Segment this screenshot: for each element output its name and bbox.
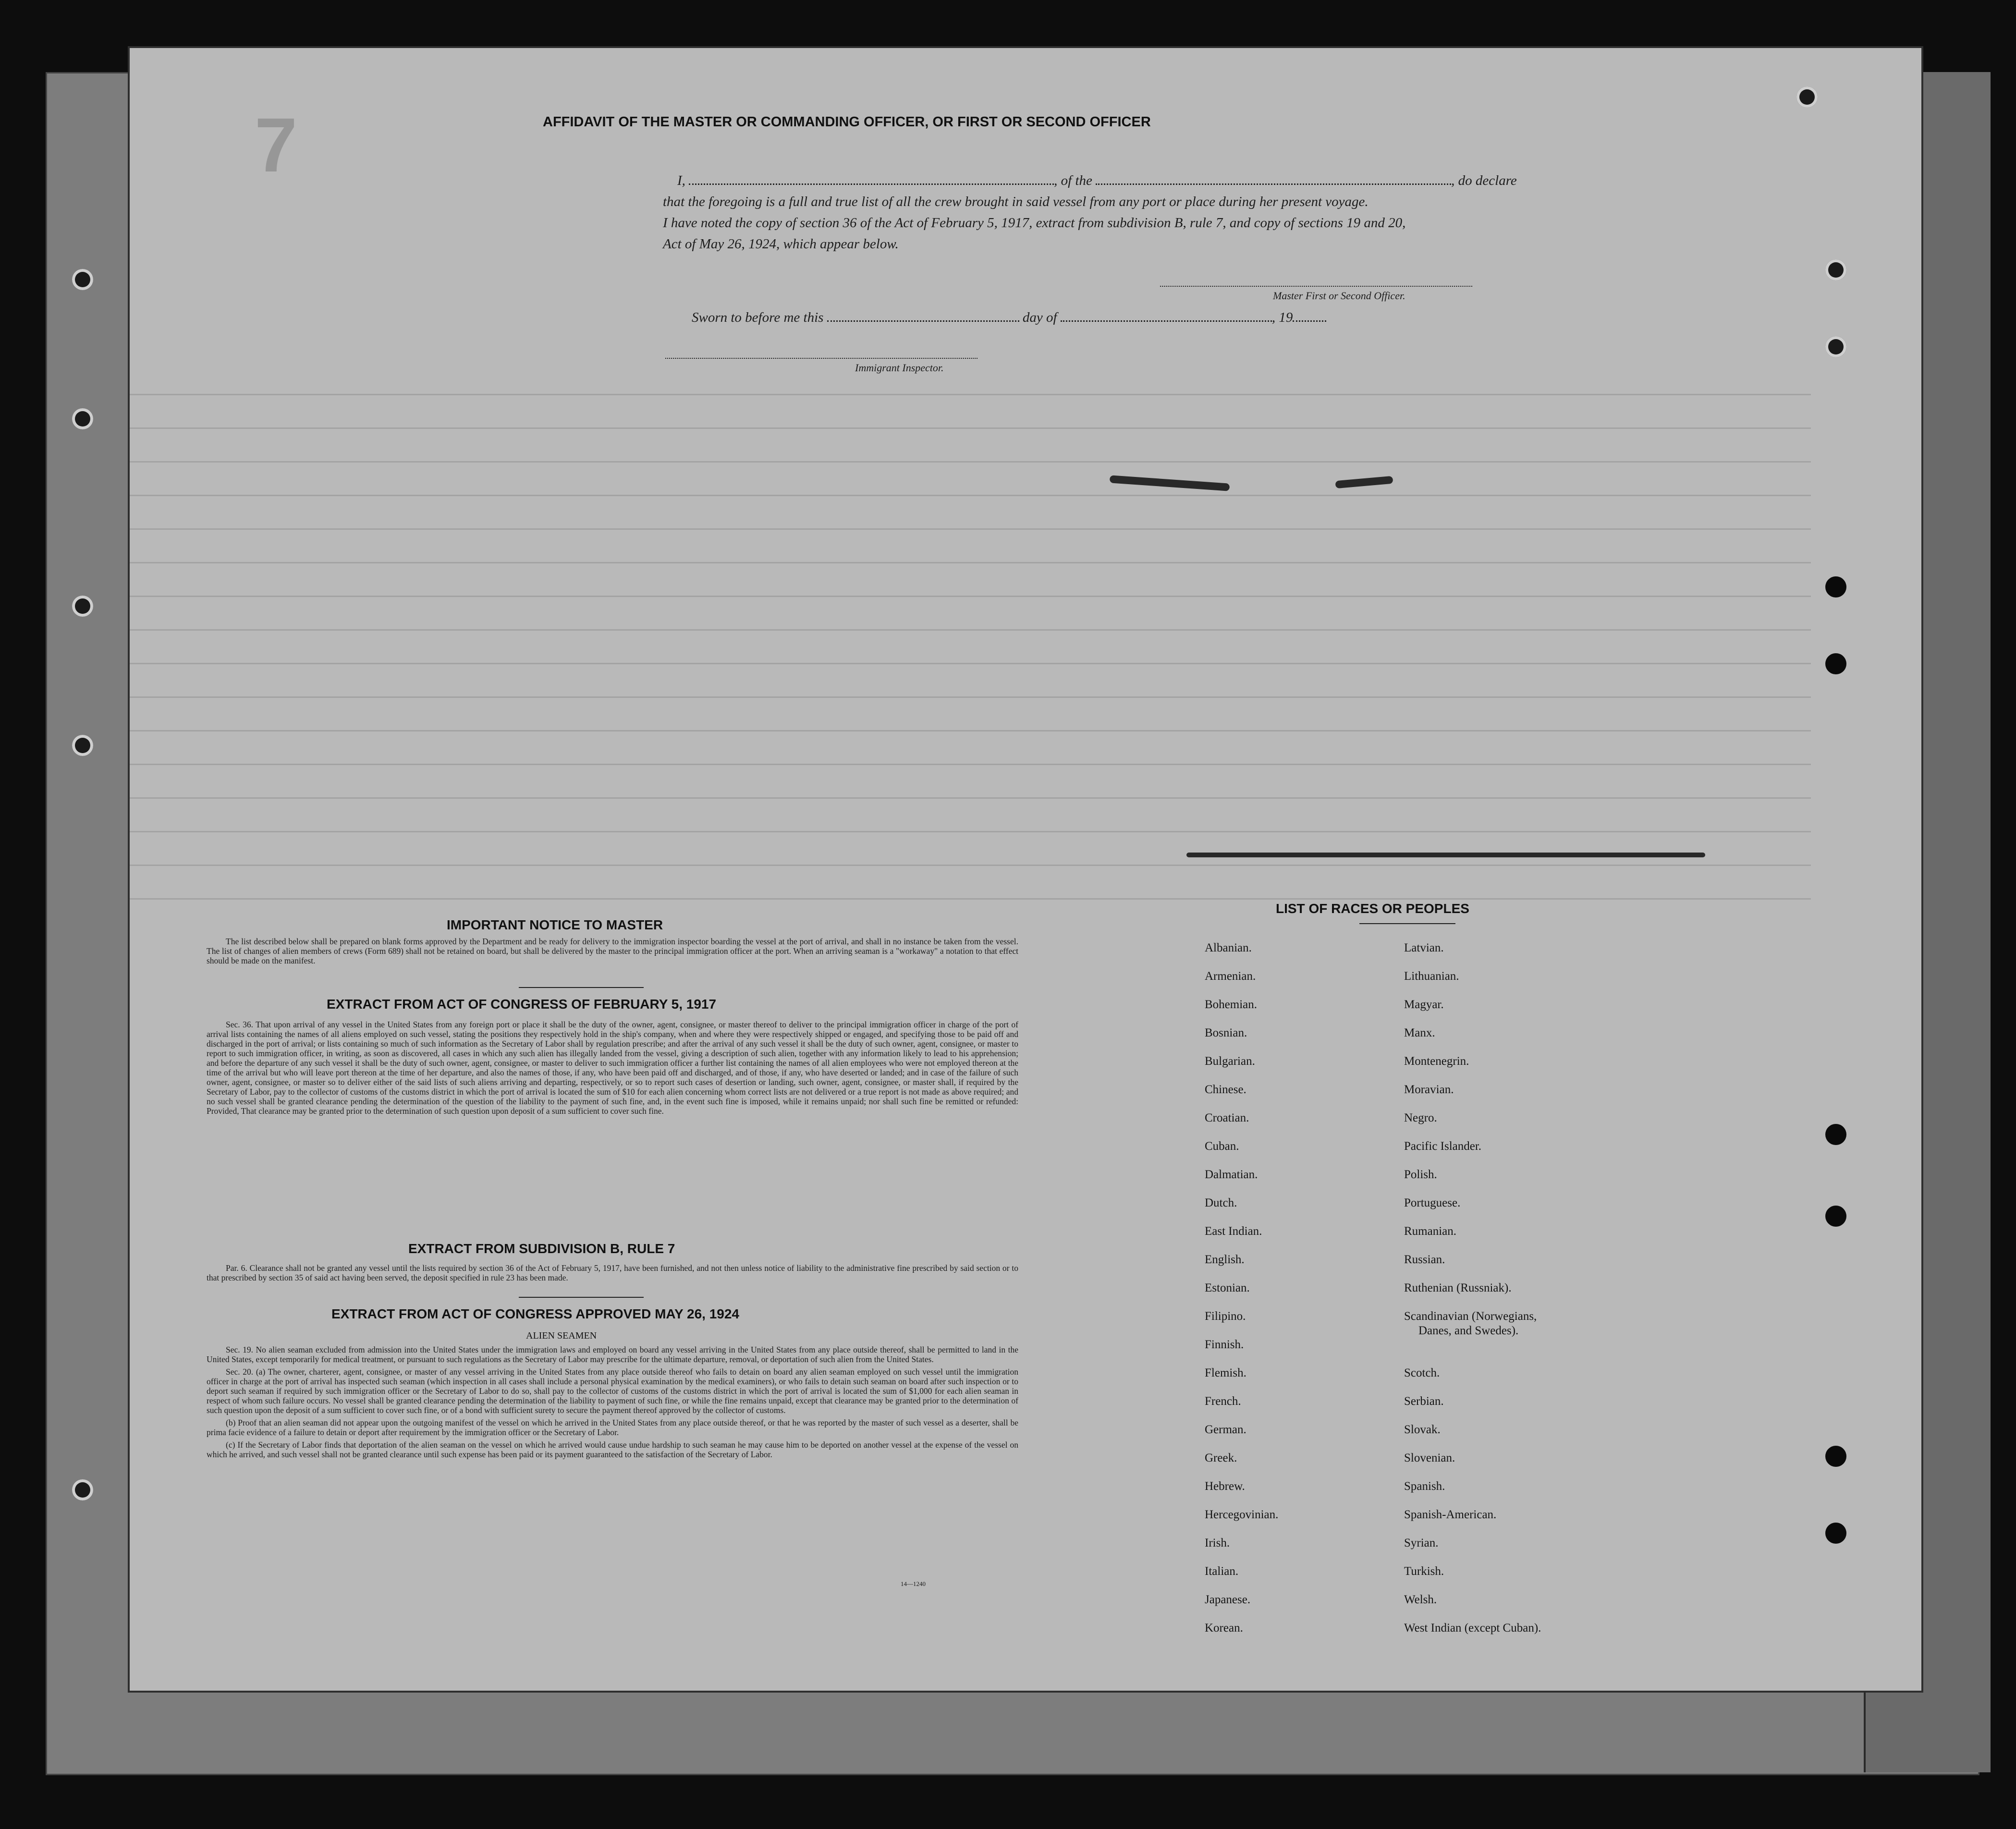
sworn-year-blank[interactable] xyxy=(1293,320,1326,322)
race-item: Russian. xyxy=(1404,1253,1445,1266)
form-number: 14—1240 xyxy=(901,1580,926,1587)
master-signature-label: Master First or Second Officer. xyxy=(1273,290,1405,302)
binder-hole xyxy=(1825,576,1846,597)
race-item: Syrian. xyxy=(1404,1536,1439,1549)
affidavit-declaration-line xyxy=(677,173,1517,189)
race-item: Moravian. xyxy=(1404,1083,1454,1096)
manifest-page xyxy=(130,48,1921,1691)
race-item: Croatian. xyxy=(1205,1111,1249,1124)
race-item: Latvian. xyxy=(1404,941,1444,954)
race-item: Filipino. xyxy=(1205,1310,1246,1323)
affidavit-line-3: I have noted the copy of section 36 of the Act of February 5, 1917, extract from subdivision B, rule 7, and copy of sections 19 and 20, xyxy=(663,215,1406,231)
inspector-signature-line[interactable] xyxy=(665,358,977,360)
master-signature-line[interactable] xyxy=(1160,286,1472,288)
name-blank[interactable] xyxy=(689,183,1054,185)
extract-rule7-title: EXTRACT FROM SUBDIVISION B, RULE 7 xyxy=(408,1241,675,1256)
notice-paragraph: The list described below shall be prepared on blank forms approved by the Department and be ready for delivery to the immigration inspector boarding the vessel at the port of arrival, and shall in no instance be taken from the vessel. The list of changes of alien members of crews (Form 689) shall not be retained on board, but shall be delivered by the master to the principal immigration officer at the port. When an arriving seaman is a "workaway" a notation to that effect should be made on the manifest. xyxy=(207,937,1018,965)
races-column-2 xyxy=(1404,941,1541,1650)
bleed-through-line xyxy=(130,663,1811,664)
race-item: Montenegrin. xyxy=(1404,1055,1469,1068)
notice-text xyxy=(207,937,1018,968)
divider xyxy=(519,1297,644,1298)
binder-hole xyxy=(1825,1124,1846,1145)
binder-hole xyxy=(72,735,93,756)
divider xyxy=(1359,923,1455,924)
sec-20b-paragraph: (b) Proof that an alien seaman did not appear upon the outgoing manifest of the vessel on which he arrived in the United States from any place outside thereof, or that he was reported by the master of such vessel as a deserter, shall be prima facie evidence of a failure to detain or deport after requirement by the immigration officer or the Secretary of Labor. xyxy=(207,1418,1018,1437)
sworn-month-blank[interactable] xyxy=(1061,320,1272,322)
race-item: German. xyxy=(1205,1423,1246,1436)
race-item: Flemish. xyxy=(1205,1366,1246,1379)
race-item: Pacific Islander. xyxy=(1404,1140,1482,1153)
race-item: Negro. xyxy=(1404,1111,1437,1124)
affidavit-line-2: that the foregoing is a full and true list of all the crew brought in said vessel from any port or place during her present voyage. xyxy=(663,194,1368,209)
race-item: Slovak. xyxy=(1404,1423,1441,1436)
races-column-1 xyxy=(1205,941,1278,1650)
binder-hole xyxy=(72,596,93,617)
bleed-through-line xyxy=(130,427,1811,429)
binder-hole xyxy=(1825,259,1846,280)
race-item: Rumanian. xyxy=(1404,1225,1457,1238)
ink-smudge xyxy=(1110,475,1230,491)
race-item: Irish. xyxy=(1205,1536,1230,1549)
affidavit-of-the: , of the xyxy=(1054,173,1092,188)
bleed-through-line xyxy=(130,831,1811,832)
race-item: Slovenian. xyxy=(1404,1451,1455,1464)
affidavit-title: AFFIDAVIT OF THE MASTER OR COMMANDING OFFICER, OR FIRST OR SECOND OFFICER xyxy=(543,114,1151,130)
race-item: Chinese. xyxy=(1205,1083,1246,1096)
race-item: Spanish. xyxy=(1404,1480,1445,1493)
binder-hole xyxy=(1825,1206,1846,1227)
race-item: Cuban. xyxy=(1205,1140,1239,1153)
binder-hole xyxy=(1825,1523,1846,1544)
bleed-through-line xyxy=(130,562,1811,563)
binder-hole xyxy=(72,1479,93,1500)
bleed-through-line xyxy=(130,865,1811,866)
race-item: Greek. xyxy=(1205,1451,1237,1464)
race-item: Magyar. xyxy=(1404,998,1444,1011)
ink-smudge xyxy=(1186,853,1705,857)
race-item: Korean. xyxy=(1205,1622,1243,1634)
race-item: Japanese. xyxy=(1205,1593,1251,1606)
race-item: Estonian. xyxy=(1205,1281,1250,1294)
bleed-through-line xyxy=(130,528,1811,530)
race-item: Portuguese. xyxy=(1404,1196,1461,1209)
extract-1917-title: EXTRACT FROM ACT OF CONGRESS OF FEBRUARY 5, 1917 xyxy=(327,997,717,1012)
extract-1924-text xyxy=(207,1345,1018,1462)
notice-title: IMPORTANT NOTICE TO MASTER xyxy=(447,917,663,932)
race-item: Scotch. xyxy=(1404,1366,1440,1379)
extract-1924-title: EXTRACT FROM ACT OF CONGRESS APPROVED MAY 26, 1924 xyxy=(331,1306,739,1321)
ink-smudge xyxy=(1335,476,1393,488)
bleed-through-line xyxy=(130,596,1811,597)
race-item: Lithuanian. xyxy=(1404,970,1459,983)
bleed-through-line xyxy=(130,696,1811,698)
sworn-day-blank[interactable] xyxy=(827,320,1019,322)
sworn-day-of: day of xyxy=(1022,310,1057,325)
bleed-through-line xyxy=(130,730,1811,732)
sec-20a-paragraph: Sec. 20. (a) The owner, charterer, agent, consignee, or master of any vessel arriving in the United States from any place outside thereof who fails to detain on board any alien seaman employed on such vessel until the immigration officer in charge at the port of arrival has inspected such seaman (which inspection in all cases shall include a personal physical examination by the medical examiners), or who fails to detain such seaman on board after such inspection or to deport such seaman if required by such immigration officer or the Secretary of Labor to do so, shall pay to the collector of customs of the customs district in which the port of arrival is located the sum of $1,000 for each alien seaman in respect of whom such failure occurs. No vessel shall be granted clearance pending the determination of the liability to payment of such fine, or while the fine remains unpaid, except that clearance may be granted prior to the determination of such question upon the deposit of a sum sufficient to cover such fine, or of a bond with sufficient surety to secure the payment thereof approved by the collector of customs. xyxy=(207,1367,1018,1415)
alien-seamen-subtitle: ALIEN SEAMEN xyxy=(526,1330,597,1341)
race-item: Manx. xyxy=(1404,1026,1435,1039)
stamp-mark: 7 xyxy=(255,102,297,188)
race-item: Dutch. xyxy=(1205,1196,1237,1209)
races-title: LIST OF RACES OR PEOPLES xyxy=(1276,901,1469,916)
extract-1917-paragraph: Sec. 36. That upon arrival of any vessel in the United States from any foreign port or place it shall be the duty of the owner, agent, consignee, or master thereof to deliver to the principal immigration officer in charge of the port of arrival lists containing the names of all aliens employed on such vessel, stating the positions they respectively hold in the ship's company, when and where they were respectively shipped or engaged, and specifying those to be paid off and discharged in the port of arrival; or lists containing so much of such information as the Secretary of Labor shall by regulation prescribe; and after the arrival of any such vessel it shall be the duty of such owner, agent, consignee, or master to report to such immigration officer, in writing, as soon as discovered, all cases in which any such alien has illegally landed from the vessel, giving a description of such alien, together with any information likely to lead to his apprehension; and before the departure of any such vessel it shall be the duty of such owner, agent, consignee, or master to deliver to such immigration officer a further list containing the names of all alien employees who were not employed thereon at the time of the arrival but who will leave port thereon at the time of her departure, and also the names of those, if any, who have been paid off and discharged, and of those, if any, who have deserted or landed; and in case of the failure of such owner, agent, consignee, or master so to deliver either of the said lists of such aliens arriving and departing, respectively, or so to report such cases of desertion or landing, such owner, agent, consignee, or master shall, if required by the Secretary of Labor, pay to the collector of customs of the customs district in which the port of arrival is located the sum of $10 for each alien concerning whom correct lists are not delivered or a true report is not made as above required; and no such vessel shall be granted clearance pending the determination of the question of the liability to the payment of such fine, and, in the event such fine is imposed, while it remains unpaid; nor shall such fine be remitted or refunded: Provided, That clearance may be granted prior to the determination of such question upon deposit of a sum sufficient to cover such fine. xyxy=(207,1020,1018,1116)
race-item: Albanian. xyxy=(1205,941,1252,954)
extract-rule7-paragraph: Par. 6. Clearance shall not be granted any vessel until the lists required by section 36 of the Act of February 5, 1917, have been furnished, and not then unless notice of liability to the administrative fine prescribed by said section or to that prescribed by section 35 of said act having been served, the deposit specified in rule 23 has been made. xyxy=(207,1263,1018,1282)
race-item: Welsh. xyxy=(1404,1593,1437,1606)
race-item: English. xyxy=(1205,1253,1245,1266)
bleed-through-line xyxy=(130,797,1811,799)
sworn-text: Sworn to before me this xyxy=(692,310,824,325)
race-item: Italian. xyxy=(1205,1565,1239,1578)
race-item: Ruthenian (Russniak). xyxy=(1404,1281,1512,1294)
affidavit-do-declare: , do declare xyxy=(1451,173,1517,188)
divider xyxy=(519,987,644,988)
race-item: Danes, and Swedes). xyxy=(1418,1324,1519,1337)
sec-19-paragraph: Sec. 19. No alien seaman excluded from admission into the United States under the immigration laws and employed on board any vessel arriving in the United States from any place outside thereof, shall be permitted to land in the United States, except temporarily for medical treatment, or pursuant to such regulations as the Secretary of Labor may prescribe for the ultimate departure, removal, or deportation of such alien from the United States. xyxy=(207,1345,1018,1364)
binder-hole xyxy=(1825,653,1846,674)
bleed-through-line xyxy=(130,461,1811,463)
binder-hole xyxy=(72,408,93,429)
race-item: Turkish. xyxy=(1404,1565,1444,1578)
extract-1917-text xyxy=(207,1020,1018,1119)
binder-hole xyxy=(1825,336,1846,357)
race-item: Serbian. xyxy=(1404,1395,1444,1408)
race-item: West Indian (except Cuban). xyxy=(1404,1622,1541,1634)
race-item: Polish. xyxy=(1404,1168,1437,1181)
sworn-year-prefix: , 19 xyxy=(1271,310,1293,325)
race-item: Dalmatian. xyxy=(1205,1168,1258,1181)
binder-hole xyxy=(72,269,93,290)
race-item: Finnish. xyxy=(1205,1338,1244,1351)
sworn-line xyxy=(692,310,1326,326)
race-item: Bohemian. xyxy=(1205,998,1258,1011)
race-item: Bulgarian. xyxy=(1205,1055,1255,1068)
inspector-label: Immigrant Inspector. xyxy=(855,362,944,374)
bleed-through-line xyxy=(130,898,1811,900)
binder-hole xyxy=(1796,86,1818,108)
bleed-through-line xyxy=(130,764,1811,765)
race-item: French. xyxy=(1205,1395,1241,1408)
race-item: Hercegovinian. xyxy=(1205,1508,1279,1521)
race-item: Armenian. xyxy=(1205,970,1256,983)
bleed-through-line xyxy=(130,495,1811,496)
bleed-through-line xyxy=(130,394,1811,395)
race-item: Hebrew. xyxy=(1205,1480,1245,1493)
affidavit-line-4: Act of May 26, 1924, which appear below. xyxy=(663,236,899,252)
vessel-blank[interactable] xyxy=(1096,183,1451,185)
bleed-through-line xyxy=(130,629,1811,631)
race-item: Spanish-American. xyxy=(1404,1508,1497,1521)
extract-rule7-text xyxy=(207,1263,1018,1285)
affidavit-i: I, xyxy=(677,173,685,188)
race-item: East Indian. xyxy=(1205,1225,1262,1238)
race-item: Scandinavian (Norwegians, xyxy=(1404,1310,1537,1323)
binder-hole xyxy=(1825,1446,1846,1467)
race-item: Bosnian. xyxy=(1205,1026,1247,1039)
sec-20c-paragraph: (c) If the Secretary of Labor finds that deportation of the alien seaman on the vessel on which he arrived would cause undue hardship to such seaman he may cause him to be deported on another vessel at the expense of the vessel on which he arrived, and such vessel shall not be granted clearance until such expense has been paid or its payment guaranteed to the satisfaction of the Secretary of Labor. xyxy=(207,1440,1018,1459)
